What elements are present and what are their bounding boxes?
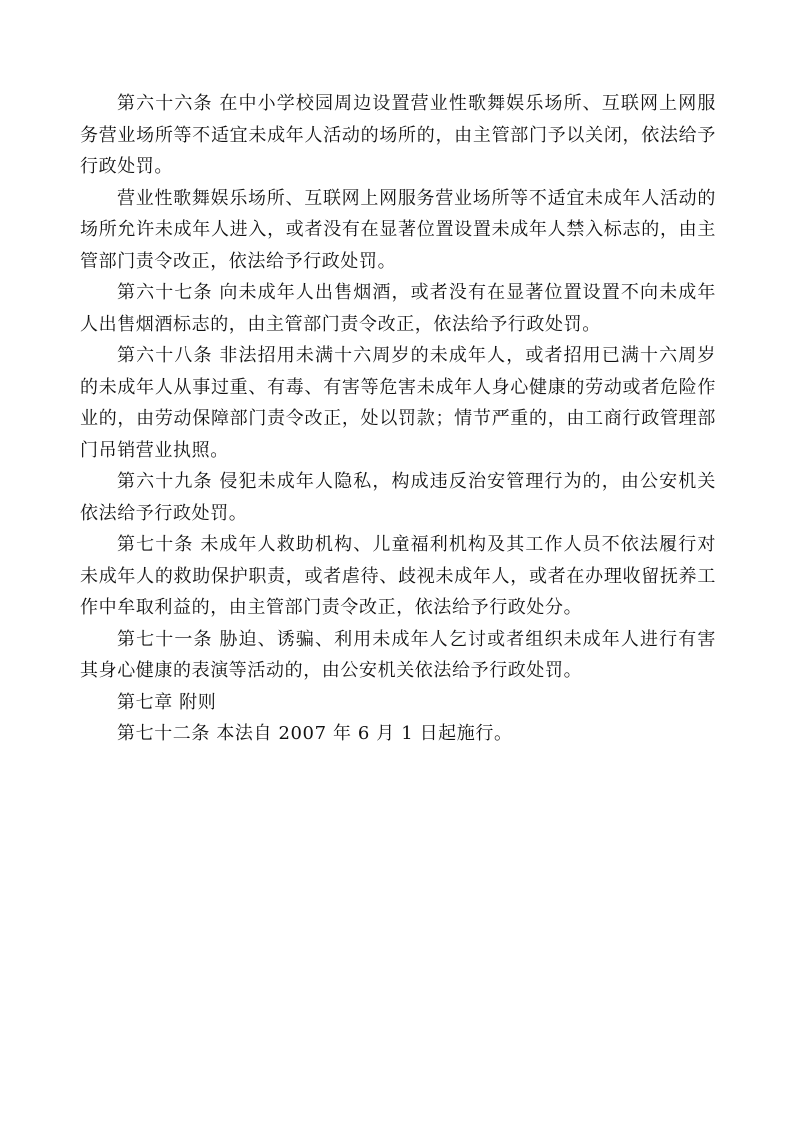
document-body bbox=[80, 88, 716, 750]
article-66-second-paragraph: 营业性歌舞娱乐场所、互联网上网服务营业场所等不适宜未成年人活动的场所允许未成年人进入，或者没有在显著位置设置未成年人禁入标志的，由主管部门责令改正，依法给予行政处罚。 bbox=[80, 187, 716, 272]
article-66-paragraph: 第六十六条 在中小学校园周边设置营业性歌舞娱乐场所、互联网上网服务营业场所等不适宜未成年人活动的场所的，由主管部门予以关闭，依法给予行政处罚。 bbox=[80, 93, 716, 177]
article-72-paragraph: 第七十二条 本法自 2007 年 6 月 1 日起施行。 bbox=[117, 723, 513, 744]
chapter-7-heading: 第七章 附则 bbox=[117, 691, 217, 713]
article-70-paragraph: 第七十条 未成年人救助机构、儿童福利机构及其工作人员不依法履行对未成年人的救助保护职责，或者虐待、歧视未成年人，或者在办理收留抚养工作中牟取利益的，由主管部门责令改正，依法给予行政处分。 bbox=[80, 534, 716, 618]
article-68-paragraph: 第六十八条 非法招用未满十六周岁的未成年人，或者招用已满十六周岁的未成年人从事过重、有毒、有害等危害未成年人身心健康的劳动或者危险作业的，由劳动保障部门责令改正，处以罚款；情节严重的，由工商行政管理部门吊销营业执照。 bbox=[80, 345, 716, 461]
article-69-paragraph: 第六十九条 侵犯未成年人隐私，构成违反治安管理行为的，由公安机关依法给予行政处罚。 bbox=[80, 471, 716, 524]
article-67-paragraph: 第六十七条 向未成年人出售烟酒，或者没有在显著位置设置不向未成年人出售烟酒标志的，由主管部门责令改正，依法给予行政处罚。 bbox=[80, 282, 716, 335]
article-71-paragraph: 第七十一条 胁迫、诱骗、利用未成年人乞讨或者组织未成年人进行有害其身心健康的表演等活动的，由公安机关依法给予行政处罚。 bbox=[80, 628, 716, 681]
